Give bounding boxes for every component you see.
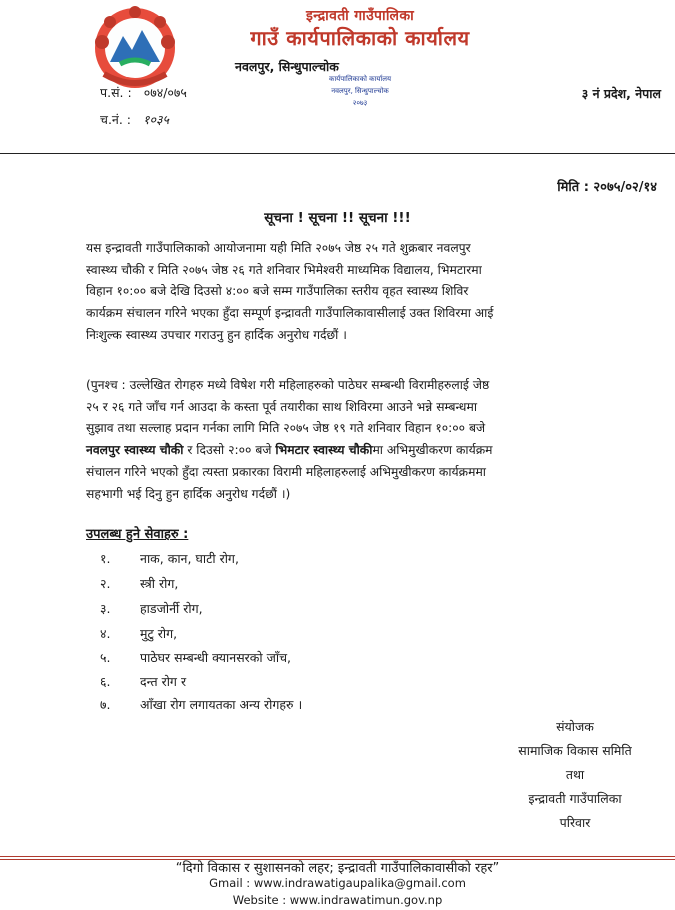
notice-heading: सूचना ! सूचना !! सूचना !!! bbox=[264, 210, 411, 226]
service-item: २. स्त्री रोग, bbox=[100, 576, 179, 591]
office-stamp bbox=[320, 55, 400, 115]
footer-website: Website : www.indrawatimun.gov.np bbox=[232, 893, 443, 907]
para2-line: संचालन गरिने भएको हुँदा त्यस्ता प्रकारका विरामी महिलाहरुलाई अभिमुखीकरण कार्यक्रममा bbox=[86, 464, 486, 479]
para2-line: नवलपुर स्वास्थ्य चौकी र दिउसो २:०० बजे भिमटार स्वास्थ्य चौकीमा अभिमुखीकरण कार्यक्रम bbox=[86, 443, 493, 458]
service-item: ४. मुटु रोग, bbox=[100, 626, 178, 641]
stamp-text-1: कार्यपालिकाको कार्यालय bbox=[328, 75, 392, 83]
services-title: उपलब्ध हुने सेवाहरु : bbox=[86, 527, 189, 542]
para2-line: सहभागी भई दिनु हुन हार्दिक अनुरोध गर्दछौं ।) bbox=[86, 486, 291, 501]
province: ३ नं प्रदेश, नेपाल bbox=[581, 86, 661, 101]
header-divider bbox=[0, 153, 675, 154]
notice-paragraph-1 bbox=[86, 238, 654, 347]
office-title: गाउँ कार्यपालिकाको कार्यालय bbox=[250, 26, 470, 50]
office-address: नवलपुर, सिन्धुपाल्चोक bbox=[235, 59, 339, 74]
notice-paragraph-2 bbox=[86, 375, 654, 505]
signature-line-2: सामाजिक विकास समिति bbox=[518, 743, 632, 758]
venue-bhimtar: भिमटार स्वास्थ्य चौकी bbox=[275, 443, 373, 458]
dispatch-number bbox=[100, 111, 169, 128]
service-item: ५. पाठेघर सम्बन्धी क्यानसरको जाँच, bbox=[100, 650, 291, 665]
footer-slogan: “दिगो विकास र सुशासनको लहर; इन्द्रावती गाउँपालिकावासीको रहर” bbox=[175, 861, 500, 876]
ref-value: ०७४/०७५ bbox=[143, 85, 187, 100]
signature-line-5: परिवार bbox=[559, 815, 591, 830]
dispatch-value: १०३५ bbox=[143, 112, 170, 127]
date-line: मिति : २०७५/०२/१४ bbox=[557, 180, 657, 195]
signature-line-1: संयोजक bbox=[556, 719, 594, 734]
para1-line: विहान १०:०० बजे देखि दिउसो ४:०० बजे सम्म गाउँपालिका स्तरीय वृहत स्वास्थ्य शिविर bbox=[86, 284, 469, 299]
para1-line: कार्यक्रम संचालन गरिने भएका हुँदा सम्पूर्ण इन्द्रावती गाउँपालिकावासीलाई उक्त शिविरमा आई bbox=[86, 306, 494, 321]
dispatch-label: च.नं. : bbox=[100, 112, 132, 127]
nepal-emblem-icon bbox=[90, 2, 180, 90]
office-name: इन्द्रावती गाउँपालिका bbox=[305, 8, 415, 24]
stamp-text-3: २०७३ bbox=[352, 99, 368, 107]
signature-line-3: तथा bbox=[565, 767, 585, 782]
venue-navalpur: नवलपुर स्वास्थ्य चौकी bbox=[86, 443, 184, 458]
service-item: १. नाक, कान, घाटी रोग, bbox=[100, 551, 239, 566]
para2-line: सुझाव तथा सल्लाह प्रदान गर्नका लागि मिति २०७५ जेष्ठ १९ गते शनिवार विहान १०:०० बजे bbox=[86, 421, 486, 436]
signature-line-4: इन्द्रावती गाउँपालिका bbox=[528, 791, 622, 806]
ref-label: प.सं. : bbox=[100, 85, 132, 100]
para1-line: यस इन्द्रावती गाउँपालिकाको आयोजनामा यही मिति २०७५ जेष्ठ २५ गते शुक्रबार नवलपुर bbox=[86, 241, 471, 255]
footer-gmail: Gmail : www.indrawatigaupalika@gmail.com bbox=[209, 876, 466, 890]
para1-line: निःशुल्क स्वास्थ्य उपचार गराउनु हुन हार्दिक अनुरोध गर्दछौं । bbox=[86, 327, 347, 342]
para2-line: २५ र २६ गते जाँच गर्न आउदा के कस्ता पूर्व तयारीका साथ शिविरमा आउने भन्ने सम्बन्धमा bbox=[86, 399, 478, 414]
service-item: ३. हाडजोर्नी रोग, bbox=[100, 601, 203, 616]
service-item: ७. आँखा रोग लगायतका अन्य रोगहरु । bbox=[100, 697, 303, 712]
stamp-text-2: नवलपुर, सिन्धुपाल्चोक bbox=[331, 87, 389, 95]
para1-line: स्वास्थ्य चौकी र मिति २०७५ जेष्ठ २६ गते शनिवार भिमेश्वरी माध्यमिक विद्यालय, भिमटारमा bbox=[86, 262, 482, 277]
para2-line: (पुनश्च : उल्लेखित रोगहरु मध्ये विषेश गरी महिलाहरुको पाठेघर सम्बन्धी विरामीहरुलाई जेष्ठ bbox=[86, 378, 490, 392]
ref-number bbox=[100, 84, 187, 101]
service-item: ६. दन्त रोग र bbox=[100, 674, 187, 689]
